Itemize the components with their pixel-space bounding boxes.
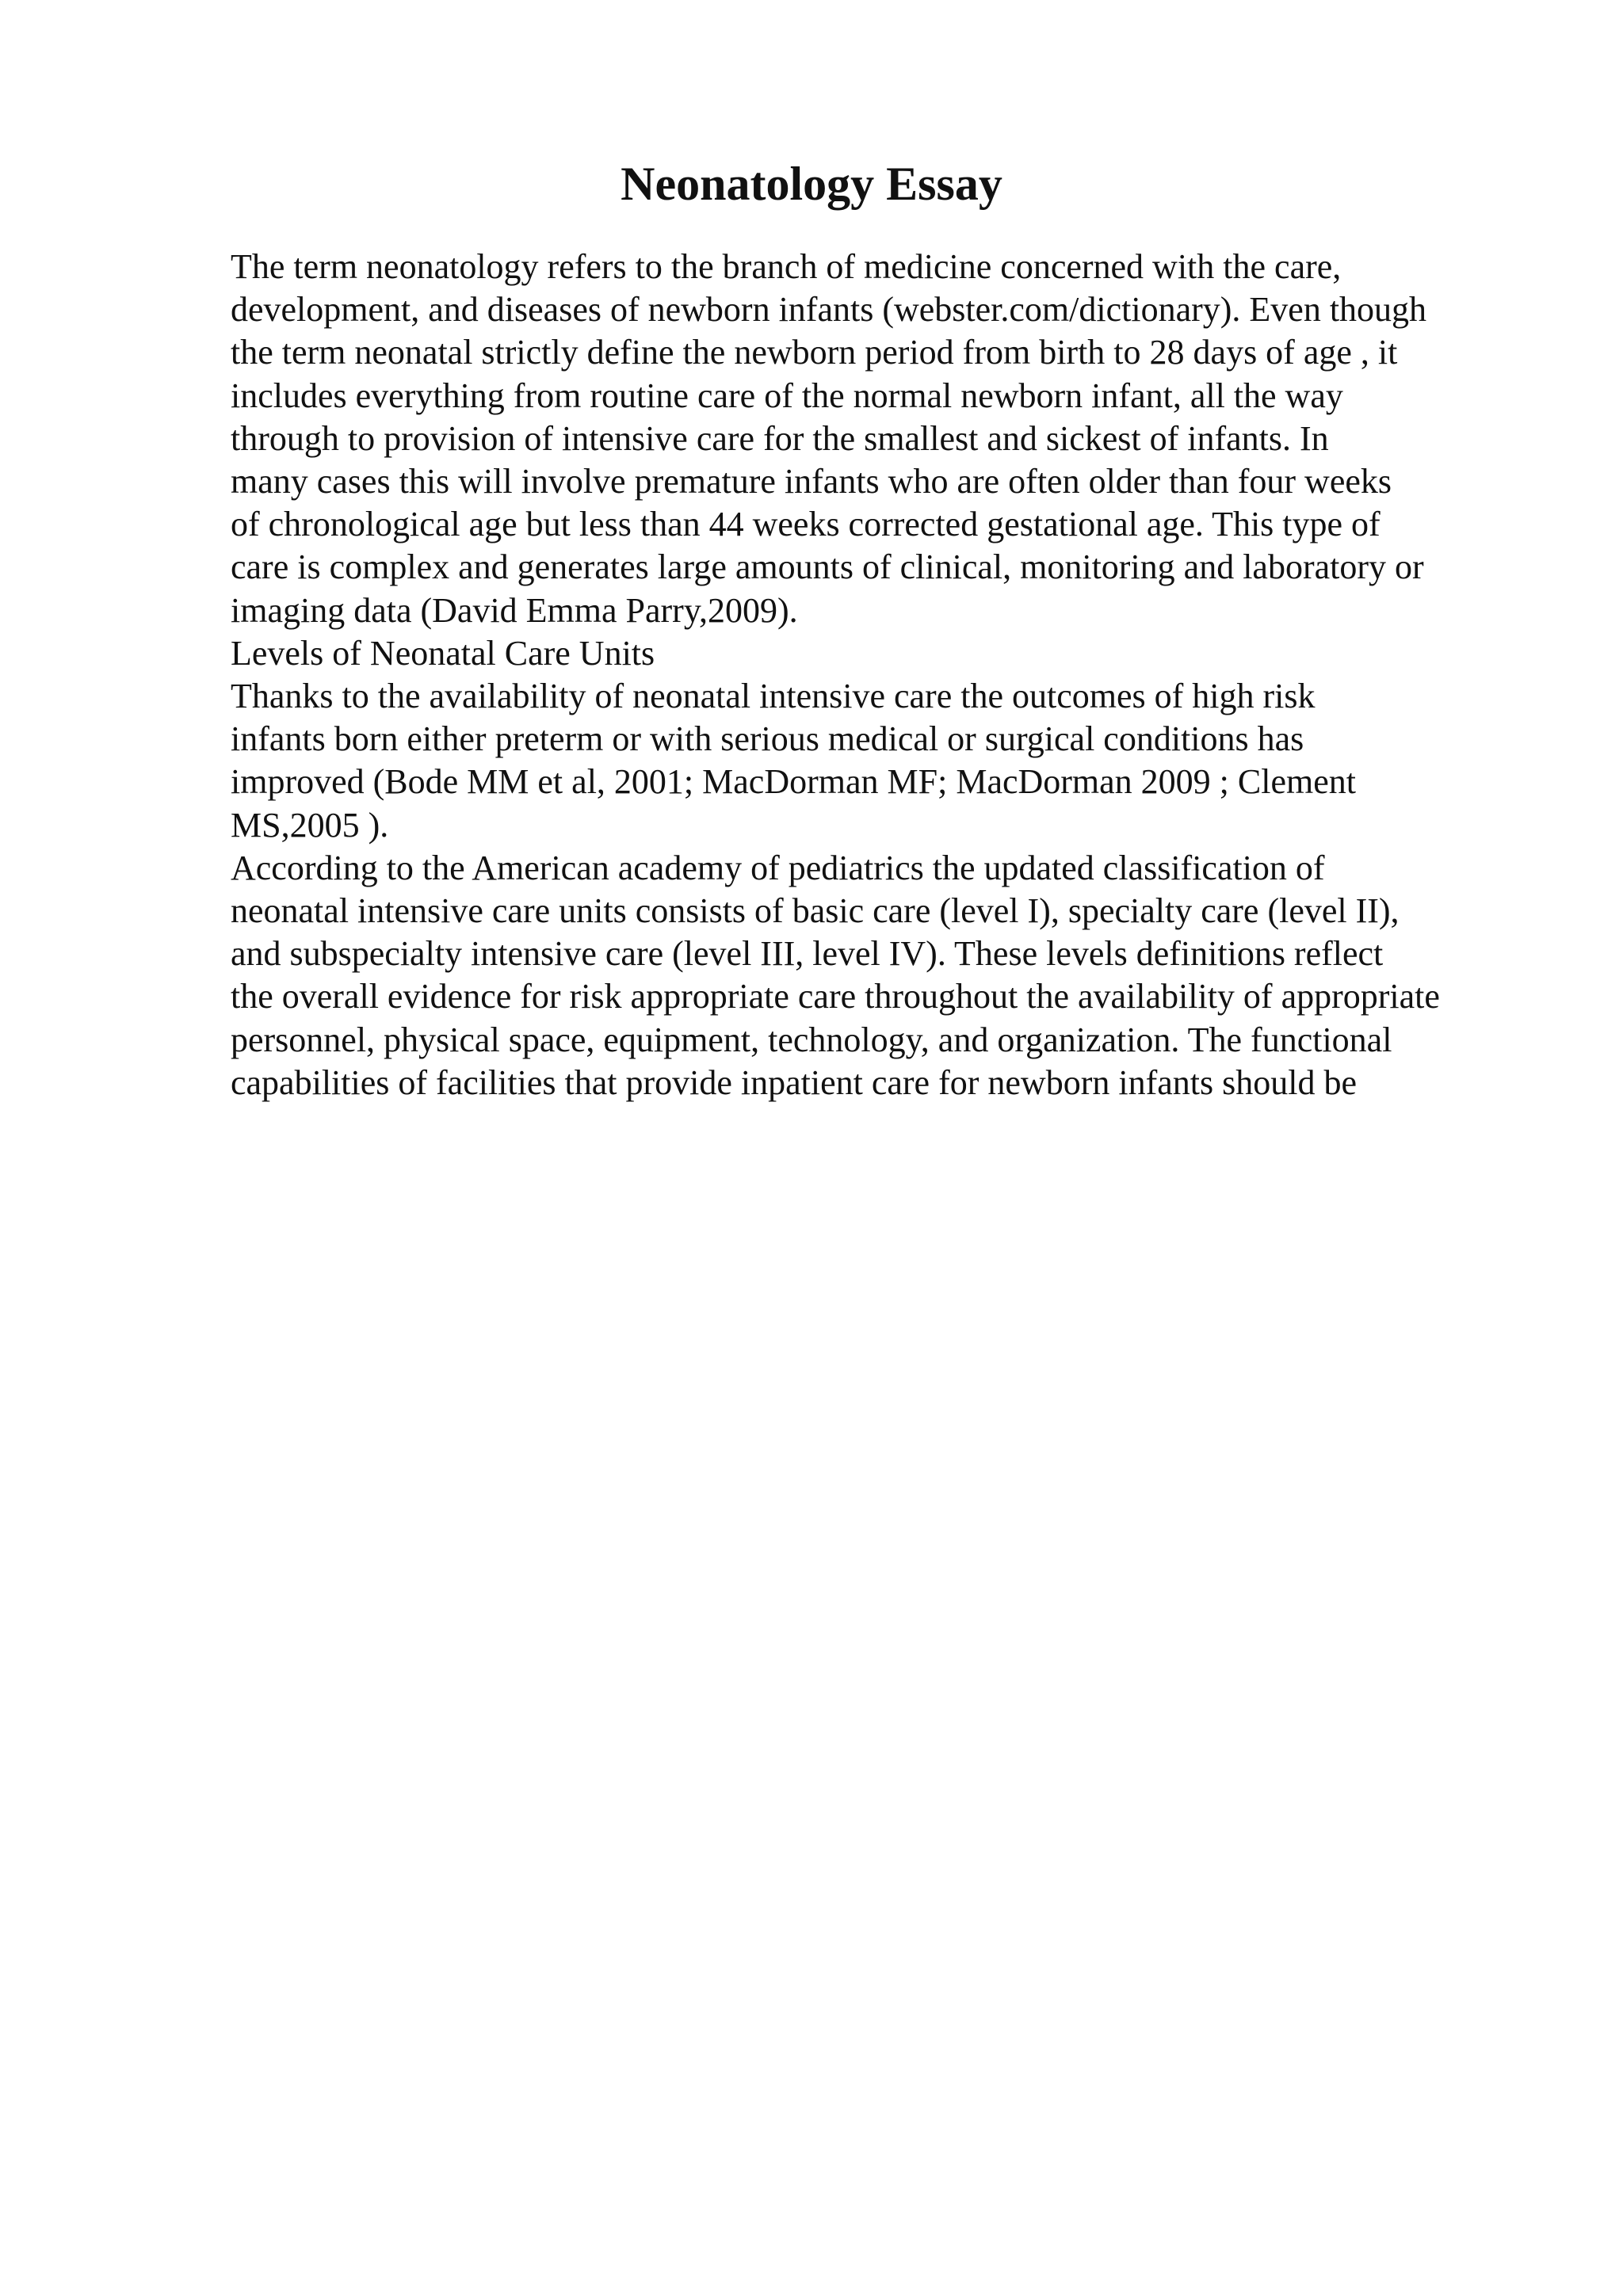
text-line: infants born either preterm or with serious medical or surgical conditions has [231, 719, 1304, 759]
text-line: includes everything from routine care of the normal newborn infant, all the way [231, 376, 1343, 415]
text-line: care is complex and generates large amounts of clinical, monitoring and laboratory or [231, 547, 1424, 587]
text-line: MS,2005 ). [231, 805, 389, 845]
text-line: and subspecialty intensive care (level III, level IV). These levels definitions reflect [231, 934, 1384, 974]
text-line: through to provision of intensive care for the smallest and sickest of infants. In [231, 418, 1329, 458]
text-line: capabilities of facilities that provide inpatient care for newborn infants should be [231, 1062, 1357, 1102]
section-heading: Levels of Neonatal Care Units [231, 633, 655, 673]
text-line: personnel, physical space, equipment, technology, and organization. The functional [231, 1020, 1392, 1059]
text-line: of chronological age but less than 44 weeks corrected gestational age. This type of [231, 505, 1381, 544]
document-body [231, 246, 1562, 1104]
text-line: imaging data (David Emma Parry,2009). [231, 590, 798, 630]
text-line: neonatal intensive care units consists of basic care (level I), specialty care (level II), [231, 891, 1400, 931]
text-line: The term neonatology refers to the branch of medicine concerned with the care, [231, 247, 1342, 286]
text-line: According to the American academy of pediatrics the updated classification of [231, 848, 1325, 887]
text-line: development, and diseases of newborn infants (webster.com/dictionary). Even though [231, 290, 1427, 330]
text-line: improved (Bode MM et al, 2001; MacDorman MF; MacDorman 2009 ; Clement [231, 762, 1356, 802]
text-line: many cases this will involve premature infants who are often older than four weeks [231, 462, 1392, 502]
text-line: the overall evidence for risk appropriate care throughout the availability of appropriate [231, 977, 1440, 1016]
document-title: Neonatology Essay [621, 158, 1002, 210]
text-line: Thanks to the availability of neonatal intensive care the outcomes of high risk [231, 677, 1316, 716]
text-line: the term neonatal strictly define the newborn period from birth to 28 days of age , it [231, 333, 1398, 372]
